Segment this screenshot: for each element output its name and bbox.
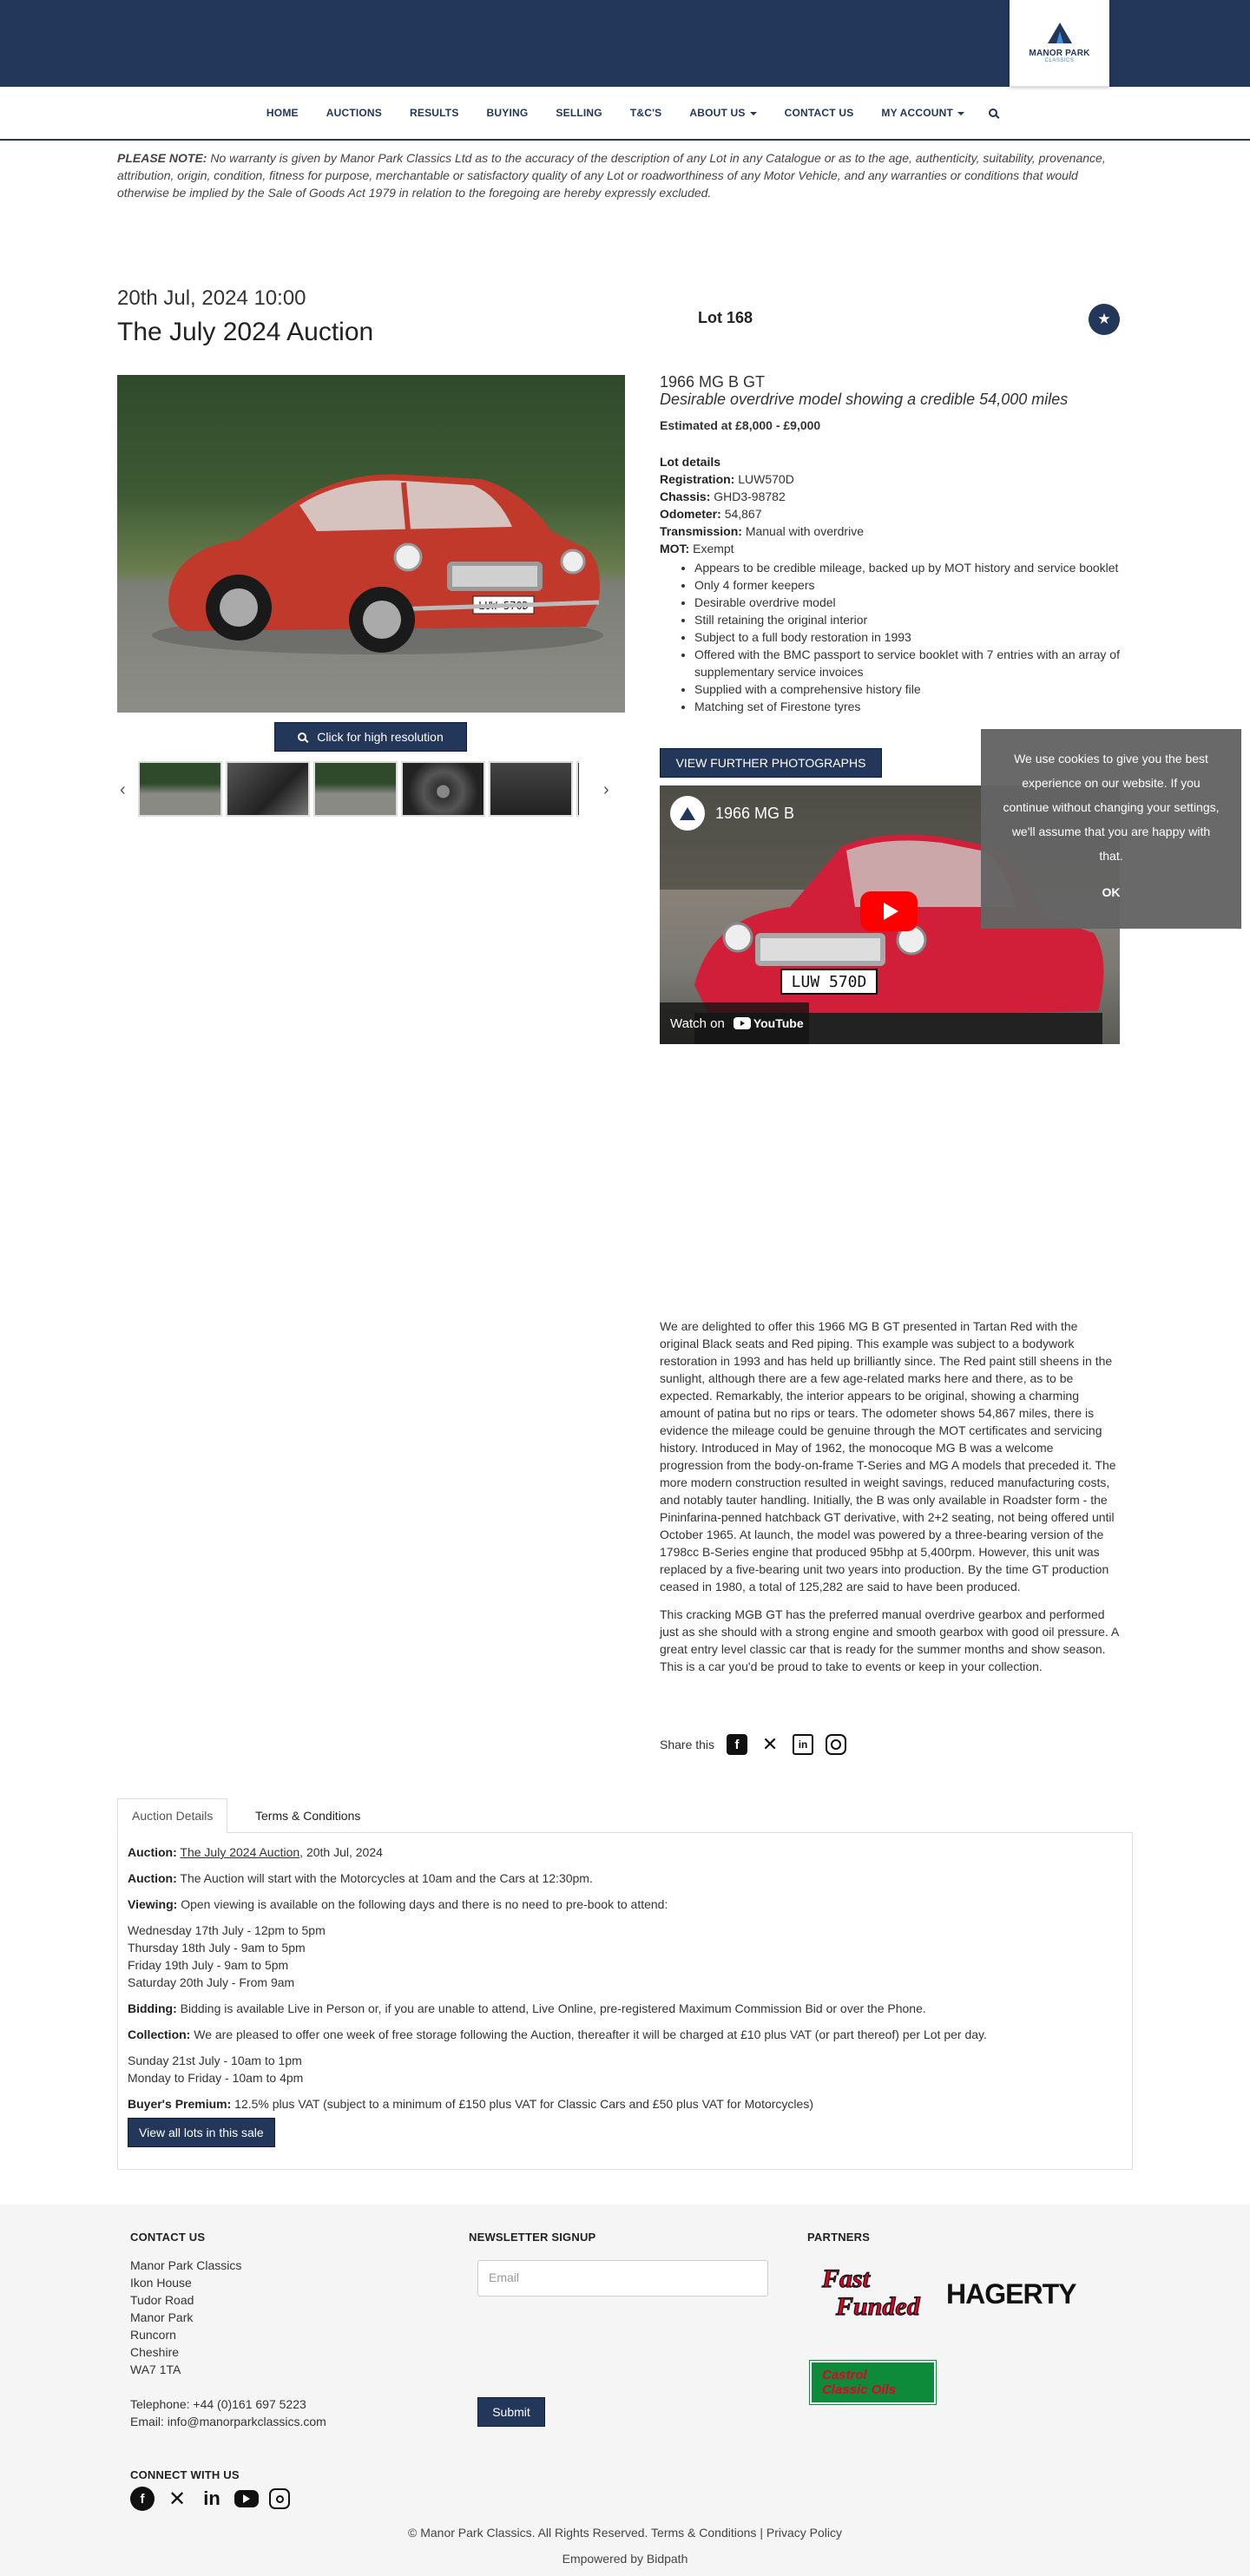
list-item: • Offered with the BMC passport to service booklet with 7 entries with an array of supplementary service invoices	[694, 646, 1128, 680]
field-text: Open viewing is available on the following days and there is no need to pre-book to attend:	[177, 1897, 668, 1911]
tab-terms-conditions[interactable]: Terms & Conditions	[255, 1809, 361, 1823]
lot-title: 1966 MG B GT	[660, 373, 766, 391]
partner-fast: Fast	[822, 2264, 871, 2293]
thumbnail-list	[138, 761, 579, 820]
disclaimer-text: No warranty is given by Manor Park Classics Ltd as to the accuracy of the description of any Lot in any Catalogue or as to the age, authenticity, suitability, provenance, attribution, origin, condition, fitness for purpose, merchantable or satisfactory quality of any Lot or roadworthiness of any Motor Vehicle, and any warranties or conditions that would otherwise be implied by the Sale of Goods Act 1979 in relation to the foregoing are hereby expressly excluded.	[117, 151, 1106, 200]
play-button[interactable]	[860, 891, 918, 931]
thumbnail[interactable]	[313, 761, 398, 817]
thumbnail[interactable]	[489, 761, 573, 817]
address-line: Ikon House	[130, 2276, 192, 2290]
newsletter-submit-button[interactable]: Submit	[477, 2397, 545, 2427]
search-icon[interactable]	[989, 108, 997, 117]
cookie-ok-button[interactable]: OK	[1102, 885, 1121, 899]
auction-line	[128, 1843, 1122, 1861]
nav-auctions[interactable]: AUCTIONS	[326, 107, 383, 119]
field-label: Buyer's Premium:	[128, 2097, 232, 2111]
lot-description	[660, 1318, 1120, 1686]
share-bar	[660, 1734, 846, 1755]
channel-avatar[interactable]	[670, 796, 705, 831]
auction-link[interactable]: The July 2024 Auction	[180, 1845, 300, 1859]
high-resolution-label: Click for high resolution	[317, 730, 444, 744]
field-label: Viewing:	[128, 1897, 178, 1911]
star-icon: ★	[1097, 311, 1111, 327]
connect-heading: CONNECT WITH US	[130, 2468, 240, 2481]
youtube-logo	[734, 1016, 804, 1030]
lot-details-heading: Lot details	[660, 455, 721, 469]
start-line	[128, 1870, 1122, 1887]
main-lot-photo[interactable]	[117, 375, 625, 713]
site-logo[interactable]	[1010, 0, 1109, 87]
address-line: Tudor Road	[130, 2293, 194, 2307]
partner-funded: Funded	[836, 2292, 920, 2321]
nav-home[interactable]: HOME	[266, 107, 299, 119]
viewing-line	[128, 1896, 1122, 1913]
cookie-text: We use cookies to give you the best experience on our website. If you continue without changing your settings, we'll assume that you are happy with that.	[1003, 752, 1220, 863]
detail-mot	[660, 540, 1128, 557]
auction-details-panel	[117, 1833, 1133, 2170]
auction-title: The July 2024 Auction	[117, 318, 374, 346]
lot-subtitle: Desirable overdrive model showing a credible 54,000 miles	[660, 391, 1069, 408]
detail-label: Registration:	[660, 472, 735, 486]
description-paragraph: We are delighted to offer this 1966 MG B GT presented in Tartan Red with the original Black seats and Red piping. This example was subject to a bodywork restoration in 1993 and has held up brilliantly since. The Red paint still sheens in the sunlight, although there are a few age-related marks here and there, as to be expected. Remarkably, the interior appears to be original, showing a charming amount of patina but no rips or tears. The odometer shows 54,867 miles, there is evidence the mileage could be genuine through the MOT certificates and servicing history. Introduced in May of 1962, the monocoque MG B was a welcome progression from the body-on-frame T-Series and MG A models that preceded it. The more modern construction resulted in weight savings, reduced manufacturing costs, and notably tauter handling. Initially, the B was only available in Roadster form - the Pininfarina-penned hatchback GT derivative, with 2+2 seating, not being offered until October 1965. At launch, the model was powered by a three-bearing version of the 1798cc B-Series engine that produced 95bhp at 5,400rpm. However, this unit was replaced by a five-bearing unit two years into production. By the time GT production ceased in 1980, a total of 125,282 are said to have been produced.	[660, 1319, 1116, 1594]
list-item: Friday 19th July - 9am to 5pm	[128, 1958, 289, 1972]
cookie-banner	[981, 729, 1241, 929]
list-item: Sunday 21st July - 10am to 1pm	[128, 2054, 302, 2067]
detail-value: Exempt	[693, 542, 734, 555]
partners-heading: PARTNERS	[807, 2231, 871, 2244]
x-icon[interactable]: ✕	[168, 2487, 187, 2511]
favourite-button[interactable]	[1089, 304, 1120, 335]
detail-value: 54,867	[724, 507, 762, 521]
nav-my-account[interactable]	[881, 107, 964, 119]
chevron-right-icon[interactable]: ›	[603, 780, 609, 799]
thumbnail[interactable]	[576, 761, 579, 817]
list-item: Wednesday 17th July - 12pm to 5pm	[128, 1923, 326, 1937]
footer-contact	[130, 2229, 326, 2430]
disclaimer	[117, 149, 1133, 201]
linkedin-icon[interactable]: in	[203, 2487, 220, 2509]
footer-partners	[807, 2229, 870, 2257]
thumbnail[interactable]	[138, 761, 222, 817]
privacy-link[interactable]: Privacy Policy	[766, 2526, 842, 2540]
detail-transmission	[660, 522, 1128, 540]
social-icons	[130, 2487, 290, 2511]
copyright-text: © Manor Park Classics. All Rights Reserved.	[408, 2526, 648, 2540]
detail-label: Odometer:	[660, 507, 721, 521]
lot-number: Lot 168	[698, 309, 753, 326]
nav-buying[interactable]: BUYING	[486, 107, 529, 119]
description-paragraph: This cracking MGB GT has the preferred manual overdrive gearbox and performed just as she should with a strong engine and smooth gearbox with good oil pressure. A great entry level classic car that is ready for the summer months and show season. This is a car you'd be proud to take to events or keep in your collection.	[660, 1607, 1119, 1673]
list-item: • Supplied with a comprehensive history file	[694, 680, 1128, 698]
bidding-line	[128, 2000, 1122, 2017]
field-label: Auction:	[128, 1845, 177, 1859]
newsletter-heading: NEWSLETTER SIGNUP	[469, 2231, 596, 2244]
lot-details	[660, 453, 1128, 715]
watch-on-label: Watch on	[670, 1015, 725, 1031]
field-label: Auction:	[128, 1871, 177, 1885]
linkedin-icon[interactable]: in	[793, 1734, 813, 1755]
detail-label: Chassis:	[660, 490, 711, 503]
main-nav	[0, 87, 1250, 141]
chevron-down-icon	[750, 112, 757, 115]
video-title[interactable]: 1966 MG B	[715, 805, 795, 822]
field-label: Bidding:	[128, 2001, 177, 2015]
detail-label: MOT:	[660, 542, 690, 555]
address-line: Manor Park Classics	[130, 2258, 242, 2272]
high-resolution-button[interactable]	[274, 722, 467, 752]
chevron-down-icon	[957, 112, 964, 115]
logo-line2: CLASSICS	[1044, 58, 1075, 63]
facebook-icon[interactable]: f	[130, 2487, 155, 2511]
field-label: Collection:	[128, 2027, 191, 2041]
search-icon	[298, 733, 306, 741]
viewing-days	[128, 1922, 1122, 1991]
tab-auction-details[interactable]: Auction Details	[117, 1798, 227, 1833]
car-illustration	[117, 375, 625, 713]
premium-line	[128, 2095, 1122, 2113]
auction-line-date: , 20th Jul, 2024	[299, 1845, 383, 1859]
newsletter-email-input[interactable]: Email	[477, 2260, 768, 2297]
list-item: • Appears to be credible mileage, backed up by MOT history and service booklet	[694, 559, 1128, 576]
watch-on-youtube-button[interactable]	[660, 1002, 809, 1044]
partner-castrol: Castrol	[822, 2368, 867, 2382]
logo-mark-icon	[1048, 23, 1072, 43]
x-icon[interactable]: ✕	[761, 1733, 779, 1755]
address-line: Cheshire	[130, 2345, 180, 2359]
facebook-icon[interactable]: f	[727, 1734, 747, 1755]
hagerty-logo[interactable]: HAGERTY	[946, 2278, 1076, 2310]
field-text: 12.5% plus VAT (subject to a minimum of £150 plus VAT for Classic Cars and £50 plus VAT for Motorcycles)	[231, 2097, 813, 2111]
detail-value: GHD3-98782	[714, 490, 786, 503]
terms-link[interactable]: Terms & Conditions	[651, 2526, 757, 2540]
list-item: • Desirable overdrive model	[694, 594, 1128, 611]
chevron-left-icon[interactable]: ‹	[120, 780, 126, 799]
view-all-lots-button[interactable]: View all lots in this sale	[128, 2118, 275, 2147]
disclaimer-label: PLEASE NOTE:	[117, 151, 207, 165]
nav-tcs[interactable]: T&C'S	[629, 107, 662, 119]
logo-mark-icon	[680, 807, 695, 820]
detail-value: Manual with overdrive	[745, 524, 864, 538]
nav-about-us[interactable]	[689, 107, 756, 119]
detail-value: LUW570D	[738, 472, 794, 486]
partner-classic-oils: Classic Oils	[822, 2382, 897, 2397]
youtube-icon	[734, 1017, 751, 1029]
fast-funded-logo[interactable]	[819, 2261, 927, 2322]
list-item: • Only 4 former keepers	[694, 576, 1128, 594]
instagram-icon[interactable]	[826, 1734, 846, 1755]
footer-newsletter	[469, 2229, 595, 2257]
list-item: Thursday 18th July - 9am to 5pm	[128, 1941, 306, 1955]
thumbnail[interactable]	[226, 761, 310, 817]
separator: |	[760, 2526, 763, 2540]
powered-by[interactable]: Empowered by Bidpath	[562, 2552, 688, 2566]
nav-contact-us[interactable]: CONTACT US	[784, 107, 854, 119]
list-item: Monday to Friday - 10am to 4pm	[128, 2071, 304, 2085]
auction-date: 20th Jul, 2024 10:00	[117, 286, 306, 310]
contact-heading: CONTACT US	[130, 2231, 206, 2244]
detail-registration	[660, 470, 1128, 488]
collection-days	[128, 2052, 1122, 2086]
instagram-icon[interactable]	[269, 2488, 290, 2509]
nav-my-account-label: MY ACCOUNT	[881, 107, 954, 119]
thumbnail-strip	[117, 761, 625, 820]
detail-label: Transmission:	[660, 524, 742, 538]
field-text: We are pleased to offer one week of free storage following the Auction, thereafter it will be charged at £10 plus VAT (or part thereof) per Lot per day.	[190, 2027, 987, 2041]
list-item: • Matching set of Firestone tyres	[694, 698, 1128, 715]
collection-line	[128, 2026, 1122, 2043]
copyright-line	[0, 2526, 1250, 2540]
logo-line1: MANOR PARK	[1029, 49, 1090, 58]
nav-results[interactable]: RESULTS	[410, 107, 459, 119]
castrol-classic-oils-logo[interactable]	[810, 2361, 936, 2404]
address-line: WA7 1TA	[130, 2362, 181, 2376]
nav-selling[interactable]: SELLING	[556, 107, 602, 119]
video-number-plate: LUW 570D	[791, 973, 867, 991]
view-further-photographs-button[interactable]: VIEW FURTHER PHOTOGRAPHS	[660, 748, 882, 778]
address-line: Manor Park	[130, 2310, 194, 2324]
thumbnail[interactable]	[401, 761, 485, 817]
lot-estimate: Estimated at £8,000 - £9,000	[660, 418, 821, 432]
list-item: • Still retaining the original interior	[694, 611, 1128, 628]
top-bar	[0, 0, 1250, 87]
list-item: Saturday 20th July - From 9am	[128, 1975, 295, 1989]
youtube-label: YouTube	[753, 1016, 804, 1030]
footer-email[interactable]: Email: info@manorparkclassics.com	[130, 2415, 326, 2428]
auction-tabs	[117, 1798, 1133, 1833]
youtube-icon[interactable]	[234, 2490, 259, 2507]
detail-chassis	[660, 488, 1128, 505]
list-item: • Subject to a full body restoration in 1993	[694, 628, 1128, 646]
nav-about-us-label: ABOUT US	[689, 107, 746, 119]
share-label: Share this	[660, 1738, 715, 1751]
lot-highlights	[694, 559, 1128, 715]
footer-telephone[interactable]: Telephone: +44 (0)161 697 5223	[130, 2397, 306, 2411]
field-text: Bidding is available Live in Person or, if you are unable to attend, Live Online, pre-registered Maximum Commission Bid or over the Phone.	[176, 2001, 926, 2015]
address-line: Runcorn	[130, 2328, 176, 2342]
play-icon	[884, 903, 898, 920]
field-text: The Auction will start with the Motorcycles at 10am and the Cars at 12:30pm.	[176, 1871, 593, 1885]
detail-odometer	[660, 505, 1128, 522]
